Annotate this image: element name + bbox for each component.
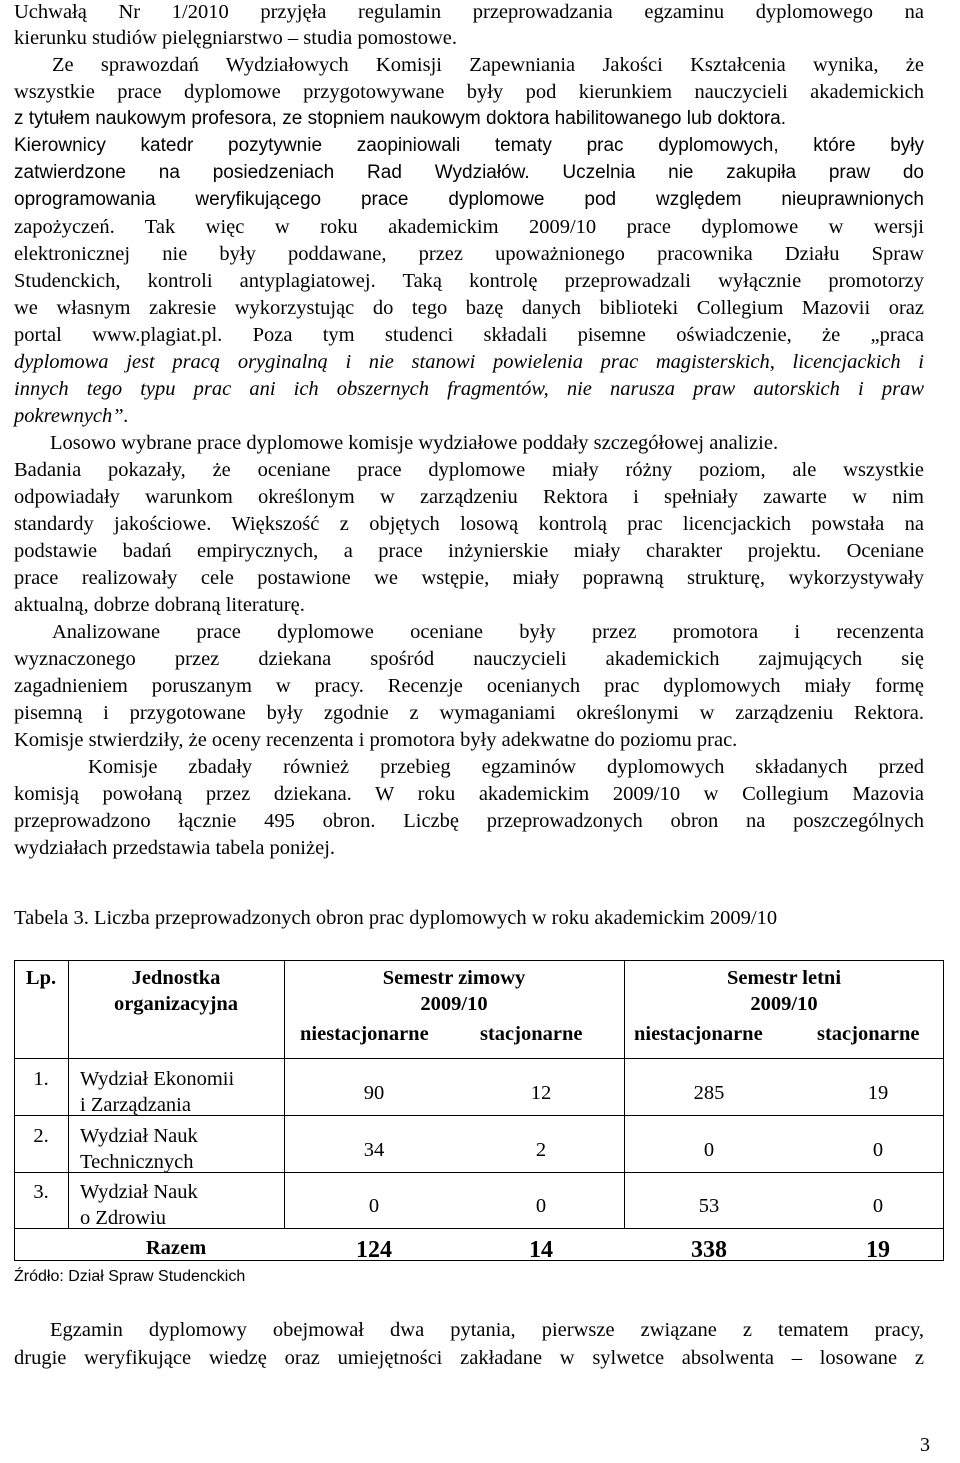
row-value: 19 <box>867 1082 889 1104</box>
text-line: pisemną i przygotowane były zgodnie z wymaganiami określonymi w zarządzeniu Rektora. <box>14 702 924 724</box>
page-number: 3 <box>920 1434 930 1456</box>
row-unit: Wydział Nauk <box>80 1181 198 1203</box>
text-line: wyznaczonego przez dziekana spośród nauczycieli akademickich zajmujących się <box>14 648 924 670</box>
row-unit: Wydział Ekonomii <box>80 1068 235 1090</box>
table-caption: Tabela 3. Liczba przeprowadzonych obron prac dyplomowych w roku akademickim 2009/10 <box>14 907 778 929</box>
text-line: Badania pokazały, że oceniane prace dyplomowe miały różny poziom, ale wszystkie <box>14 459 924 481</box>
row-value: 90 <box>363 1082 385 1104</box>
text-line: prace realizowały cele postawione we wstępie, miały poprawną strukturę, wykorzystywały <box>14 567 924 589</box>
text-line: zapożyczeń. Tak więc w roku akademickim 2009/10 prace dyplomowe w wersji <box>14 216 924 238</box>
text-line: Uchwałą Nr 1/2010 przyjęła regulamin przeprowadzania egzaminu dyplomowego na <box>14 1 924 23</box>
table-border <box>14 960 15 1261</box>
header-summer: Semestr letni <box>726 967 842 989</box>
header-lp: Lp. <box>25 967 57 989</box>
text-line: drugie weryfikujące wiedzę oraz umiejętności zakładane w sylwetce absolwenta – losowane z <box>14 1347 924 1369</box>
header-unit: organizacyjna <box>113 993 239 1015</box>
header-winter: 2009/10 <box>420 993 488 1015</box>
row-value: 0 <box>703 1139 715 1161</box>
text-line: przeprowadzono łącznie 495 obron. Liczbę przeprowadzonych obron na poszczególnych <box>14 810 924 832</box>
text-line: Komisje stwierdziły, że oceny recenzenta i promotora były adekwatne do poziomu prac. <box>14 729 738 751</box>
text-line: kierunku studiów pielęgniarstwo – studia pomostowe. <box>14 27 457 49</box>
row-unit: i Zarządzania <box>80 1094 191 1116</box>
total-value: 19 <box>866 1237 890 1263</box>
table-border <box>14 960 944 961</box>
row-value: 53 <box>698 1195 720 1217</box>
defenses-table <box>14 960 944 1275</box>
header-unit: Jednostka <box>131 967 221 989</box>
table-border <box>14 1058 944 1059</box>
text-line: komisją powołaną przez dziekana. W roku akademickim 2009/10 w Collegium Mazovia <box>14 783 924 805</box>
text-line: odpowiadały warunkom określonym w zarządzeniu Rektora i spełniały zawarte w nim <box>14 486 924 508</box>
text-line: aktualną, dobrze dobraną literaturę. <box>14 594 305 616</box>
row-unit: Technicznych <box>80 1151 194 1173</box>
row-value: 0 <box>872 1139 884 1161</box>
text-line: we własnym zakresie wykorzystując do tego bazę danych biblioteki Collegium Mazovii oraz <box>14 297 924 319</box>
subheader-summer-part-time: niestacjonarne <box>634 1023 763 1045</box>
row-lp: 1. <box>33 1068 49 1090</box>
text-line: Kierownicy katedr pozytywnie zaopiniowali tematy prac dyplomowych, które były <box>14 135 924 156</box>
text-line: Analizowane prace dyplomowe oceniane były przez promotora i recenzenta <box>52 621 924 643</box>
row-lp: 2. <box>33 1125 49 1147</box>
text-line: dyplomowa jest pracą oryginalną i nie stanowi powielenia prac magisterskich, licencjackich i <box>14 351 924 373</box>
text-line: zatwierdzone na posiedzeniach Rad Wydziałów. Uczelnia nie zakupiła praw do <box>14 162 924 183</box>
row-value: 0 <box>535 1195 547 1217</box>
total-value: 14 <box>529 1237 553 1263</box>
text-line: elektronicznej nie były poddawane, przez upoważnionego pracownika Działu Spraw <box>14 243 924 265</box>
subheader-winter-part-time: niestacjonarne <box>300 1023 429 1045</box>
text-line: wydziałach przedstawia tabela poniżej. <box>14 837 336 859</box>
text-line: Egzamin dyplomowy obejmował dwa pytania, pierwsze związane z tematem pracy, <box>50 1319 924 1341</box>
subheader-summer-full-time: stacjonarne <box>817 1023 920 1045</box>
row-value: 0 <box>872 1195 884 1217</box>
row-value: 34 <box>363 1139 385 1161</box>
row-value: 285 <box>693 1082 725 1104</box>
text-line: standardy jakościowe. Większość z objętych losową kontrolą prac licencjackich powstała na <box>14 513 924 535</box>
subheader-winter-full-time: stacjonarne <box>480 1023 583 1045</box>
text-line: Ze sprawozdań Wydziałowych Komisji Zapewniania Jakości Kształcenia wynika, że <box>52 54 924 76</box>
row-unit: Wydział Nauk <box>80 1125 198 1147</box>
text-line: Studenckich, kontroli antyplagiatowej. Taką kontrolę przeprowadzali wyłącznie promotorzy <box>14 270 924 292</box>
text-line: innych tego typu prac ani ich obszernych fragmentów, nie narusza praw autorskich i praw <box>14 378 924 400</box>
text-line: z tytułem naukowym profesora, ze stopniem naukowym doktora habilitowanego lub doktora. <box>14 108 787 129</box>
row-value: 0 <box>368 1195 380 1217</box>
table-border <box>14 1260 944 1261</box>
header-summer: 2009/10 <box>750 993 818 1015</box>
text-line: pokrewnych”. <box>14 405 129 427</box>
table-source: Źródło: Dział Spraw Studenckich <box>14 1268 246 1285</box>
row-value: 12 <box>530 1082 552 1104</box>
text-line: oprogramowania weryfikującego prace dyplomowe pod względem nieuprawnionych <box>14 189 924 210</box>
header-winter: Semestr zimowy <box>382 967 526 989</box>
text-line: Losowo wybrane prace dyplomowe komisje wydziałowe poddały szczegółowej analizie. <box>50 432 779 454</box>
row-value: 2 <box>535 1139 547 1161</box>
row-unit: o Zdrowiu <box>80 1207 166 1229</box>
total-value: 124 <box>356 1237 392 1263</box>
text-line: portal www.plagiat.pl. Poza tym studenci składali pisemne oświadczenie, że „praca <box>14 324 924 346</box>
text-line: wszystkie prace dyplomowe przygotowywane były pod kierunkiem nauczycieli akademickich <box>14 81 924 103</box>
text-line: zagadnieniem poruszanym w pracy. Recenzje ocenianych prac dyplomowych miały formę <box>14 675 924 697</box>
text-line: podstawie badań empirycznych, a prace inżynierskie miały charakter projektu. Oceniane <box>14 540 924 562</box>
row-lp: 3. <box>33 1181 49 1203</box>
total-label: Razem <box>145 1237 207 1259</box>
text-line: Komisje zbadały również przebieg egzaminów dyplomowych składanych przed <box>88 756 924 778</box>
total-value: 338 <box>691 1237 727 1263</box>
